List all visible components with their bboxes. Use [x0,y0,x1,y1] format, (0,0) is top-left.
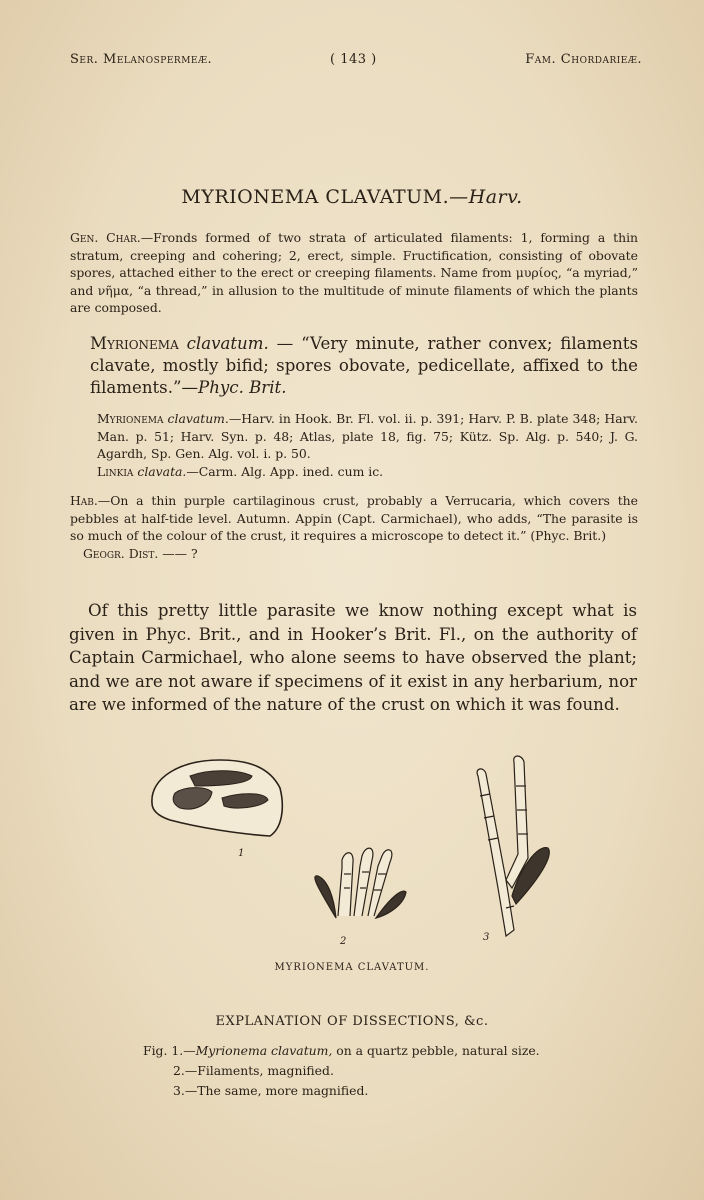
explanation-desc: —Filaments, magnified. [184,1063,334,1078]
habitat-section [70,492,638,562]
synonym-refs: —Carm. Alg. App. ined. cum ic. [186,463,384,479]
distribution [70,545,638,563]
habitat-lead: Hab. [70,493,98,508]
figure-3-magnified [477,756,549,943]
synonym-species: clavatum. [167,411,229,426]
explanation-desc: —The same, more magnified. [184,1083,369,1098]
habitat-text: —On a thin purple cartilaginous crust, probably a Verrucaria, which covers the pebbles at half-tide level. Autumn. Appin (Capt. Carmichael), who adds, “The parasite is so much of the colour of the crust, it requires a microscope to detect it.” (Phyc. Brit.) [70,493,638,544]
explanation-desc: on a quartz pebble, natural size. [332,1043,540,1058]
synonym-genus: Linkia [97,463,134,479]
specimen-illustration [140,748,580,948]
synonym-genus: Myrionema [97,411,164,426]
explanation-item [143,1081,603,1101]
explanation-list [143,1041,603,1101]
synonymy [97,410,638,480]
explanation-num: 3. [173,1083,185,1098]
synonym-species: clavata. [137,463,187,479]
distribution-text: —— ? [158,545,198,561]
figure-caption: MYRIONEMA CLAVATUM. [274,962,430,973]
explanation-num: Fig. 1. [143,1043,184,1058]
desc-genus: Myrionema [90,334,179,353]
habitat [70,492,638,545]
explanation-item [143,1061,603,1081]
distribution-lead: Geogr. Dist. [83,545,159,561]
figure-2-label: 2 [340,936,347,947]
figure-1-label: 1 [238,848,245,859]
figure-1-pebble [152,760,282,859]
desc-source: —Phyc. Brit. [181,378,287,397]
gen-char-text: —Fronds formed of two strata of articulated filaments: 1, forming a thin stratum, creeping and cohering; 2, erect, simple. Fructification, consisting of obovate spores, attached either to the erect or creeping filaments. Name from μυρίος, “a myriad,” and νῆμα, “a thread,” in allusion to the multitude of minute filaments of which the plants are composed. [70,230,639,316]
generic-character [70,229,638,317]
running-head [70,52,642,72]
explanation-species: —Myrionema clavatum, [183,1043,333,1058]
species-author: —Harv. [449,186,523,208]
header-family: Fam. Chordarieæ. [525,52,642,67]
synonym-entry [97,463,638,481]
species-description [90,333,638,399]
gen-char-lead: Gen. Char. [70,230,141,245]
synonym-refs: —Harv. in Hook. Br. Fl. vol. ii. p. 391; Harv. P. B. plate 348; Harv. Man. p. 51; Harv. Syn. p. 48; Atlas, plate 18, fig. 75; Kütz. Sp. Alg. p. 540; J. G. Agardh, Sp. Gen. Alg. vol. i. p. 50. [97,411,638,462]
header-series: Ser. Melanospermeæ. [70,52,213,67]
commentary-paragraph: Of this pretty little parasite we know nothing except what is given in Phyc. Brit., and in Hooker’s Brit. Fl., on the authority of Captain Carmichael, who alone seems to have observed the plant; and we are not aware if specimens of it exist in any herbarium, nor are we informed of the nature of the crust on which it was found. [69,601,637,715]
page-number: ( 143 ) [330,52,377,67]
desc-text: — “Very minute, rather convex; filaments clavate, mostly bifid; spores obovate, pedicellate, affixed to the filaments.” [90,334,638,397]
commentary [69,599,637,717]
synonym-entry [97,410,638,463]
figure-3-label: 3 [483,932,490,943]
explanation-item [143,1041,603,1061]
figure-2-filaments [315,848,406,947]
explanation-title: EXPLANATION OF DISSECTIONS, &c. [215,1014,489,1029]
desc-species: clavatum. [186,334,269,353]
explanation-num: 2. [173,1063,185,1078]
page-title [0,186,704,208]
species-name: MYRIONEMA CLAVATUM. [181,186,450,208]
